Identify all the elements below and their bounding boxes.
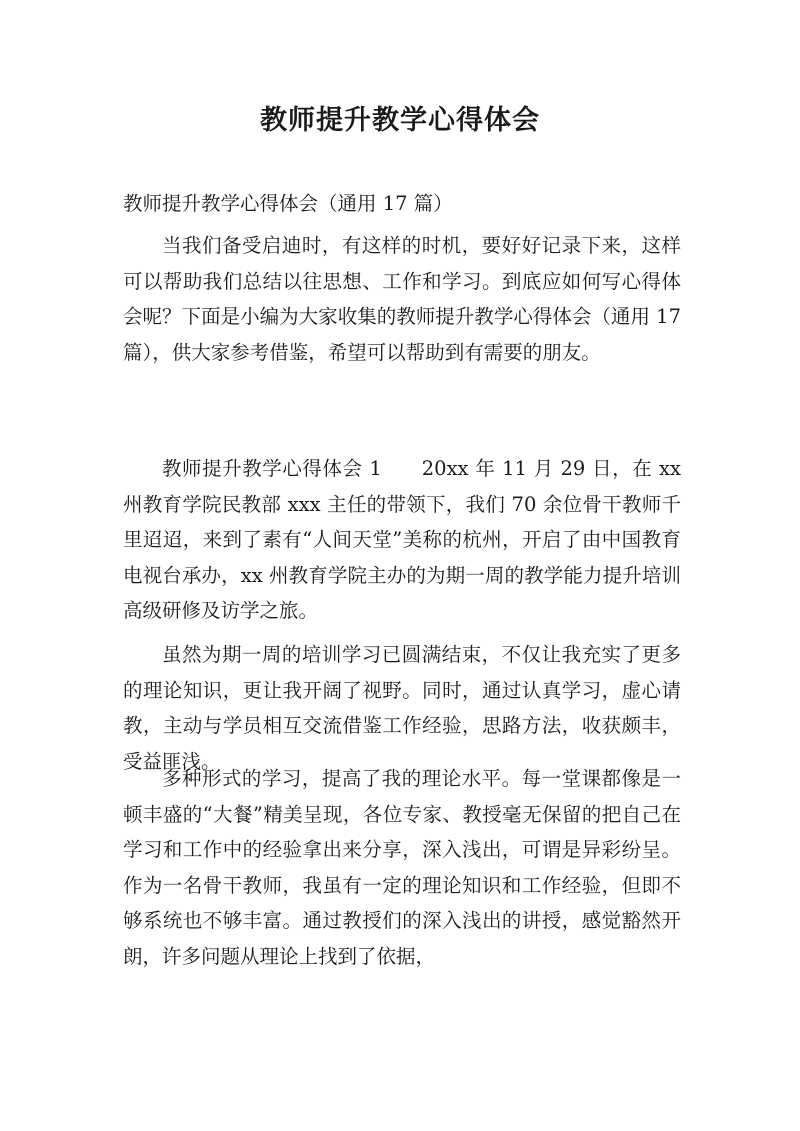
intro-paragraph: 当我们备受启迪时，有这样的时机，要好好记录下来，这样可以帮助我们总结以往思想、工作和学习。到底应如何写心得体会呢？下面是小编为大家收集的教师提升教学心得体会（通用 17 篇），供大家参考借鉴，希望可以帮助到有需要的朋友。: [123, 234, 681, 364]
section-1-heading: 教师提升教学心得体会 1: [162, 457, 382, 480]
document-title: 教师提升教学心得体会: [260, 105, 540, 136]
section-1-lead: 20xx 年 11 月 29 日，在 xx 州教育学院民教部 xxx 主任的带领下，我们 70 余位骨干教师千里迢迢，来到了素有“人间天堂”美称的杭州，开启了由中国教育电视台承办，xx 州教育学院主办的为期一周的教学能力提升培训高级研修及访学之旅。: [123, 457, 682, 622]
body-paragraph-3: 多种形式的学习，提高了我的理论水平。每一堂课都像是一顿丰盛的“大餐”精美呈现，各位专家、教授毫无保留的把自己在学习和工作中的经验拿出来分享，深入浅出，可谓是异彩纷呈。作为一名骨干教师，我虽有一定的理论知识和工作经验，但即不够系统也不够丰富。通过教授们的深入浅出的讲授，感觉豁然开朗，许多问题从理论上找到了依据，: [123, 767, 681, 968]
section-1-paragraph: [123, 451, 681, 629]
body-paragraph-2: 虽然为期一周的培训学习已圆满结束，不仅让我充实了更多的理论知识，更让我开阔了视野。同时，通过认真学习，虚心请教，主动与学员相互交流借鉴工作经验，思路方法，收获颇丰，受益匪浅。: [123, 643, 681, 773]
document-subtitle: 教师提升教学心得体会（通用 17 篇）: [123, 192, 453, 215]
